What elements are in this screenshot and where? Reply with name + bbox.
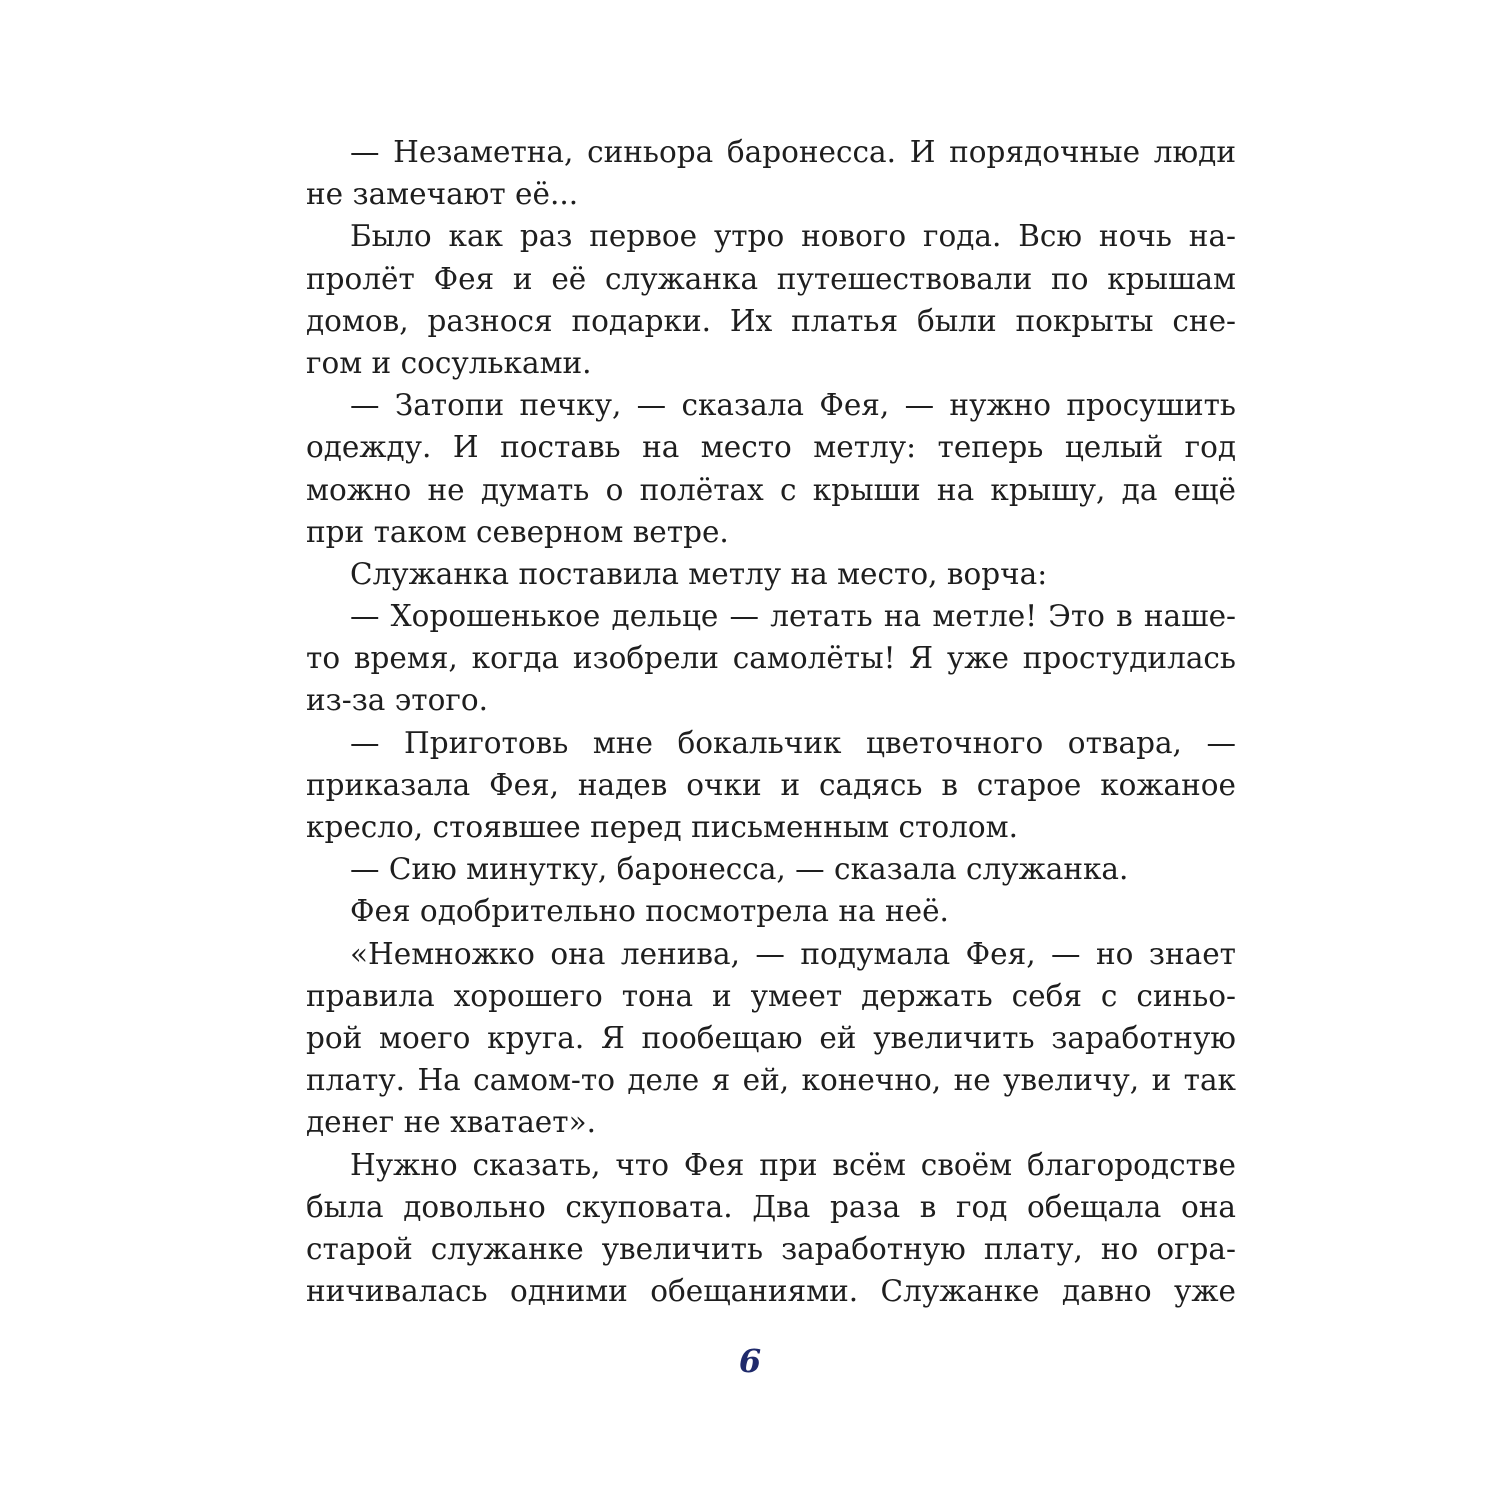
text-line: «Немножко она ленива, — подумала Фея, — но знает — [350, 936, 1236, 971]
text-line: — Сию минутку, баронесса, — сказала служанка. — [350, 852, 1129, 887]
text-line: домов, разнося подарки. Их платья были покрыты сне- — [306, 303, 1236, 338]
body-text — [306, 131, 1236, 1312]
text-line: при таком северном ветре. — [306, 514, 729, 549]
text-line: ничивалась одними обещаниями. Служанке давно уже — [306, 1274, 1236, 1309]
text-line: денег не хватает». — [306, 1105, 597, 1140]
text-line: не замечают её... — [306, 177, 579, 212]
text-line: — Приготовь мне бокальчик цветочного отвара, — — [350, 725, 1236, 760]
text-line: гом и сосульками. — [306, 345, 592, 380]
text-line: Служанка поставила метлу на место, ворча: — [350, 556, 1048, 591]
text-line: Фея одобрительно посмотрела на неё. — [350, 894, 949, 929]
text-line: старой служанке увеличить заработную плату, но огра- — [306, 1231, 1236, 1266]
text-line: одежду. И поставь на место метлу: теперь целый год — [306, 430, 1236, 465]
text-line: Нужно сказать, что Фея при всём своём благородстве — [350, 1147, 1236, 1182]
text-line: кресло, стоявшее перед письменным столом. — [306, 810, 1018, 844]
text-line: плату. На самом-то деле я ей, конечно, не увеличу, и так — [306, 1063, 1236, 1098]
text-line: Было как раз первое утро нового года. Всю ночь на- — [350, 219, 1236, 254]
text-line: — Хорошенькое дельце — летать на метле! Это в наше- — [350, 599, 1236, 634]
text-line: то время, когда изобрели самолёты! Я уже простудилась — [306, 641, 1236, 676]
text-line: можно не думать о полётах с крыши на крышу, да ещё — [306, 472, 1236, 507]
page-number: 6 — [738, 1342, 762, 1380]
text-line: из-за этого. — [306, 683, 488, 718]
text-line: пролёт Фея и её служанка путешествовали по крышам — [306, 261, 1236, 296]
text-line: рой моего круга. Я пообещаю ей увеличить заработную — [306, 1020, 1236, 1055]
text-line: — Затопи печку, — сказала Фея, — нужно просушить — [350, 388, 1236, 423]
text-line: — Незаметна, синьора баронесса. И порядочные люди — [350, 135, 1236, 169]
text-line: приказала Фея, надев очки и садясь в старое кожаное — [306, 767, 1236, 802]
text-line: была довольно скуповата. Два раза в год обещала она — [306, 1189, 1236, 1224]
text-line: правила хорошего тона и умеет держать себя с синьо- — [306, 978, 1236, 1013]
